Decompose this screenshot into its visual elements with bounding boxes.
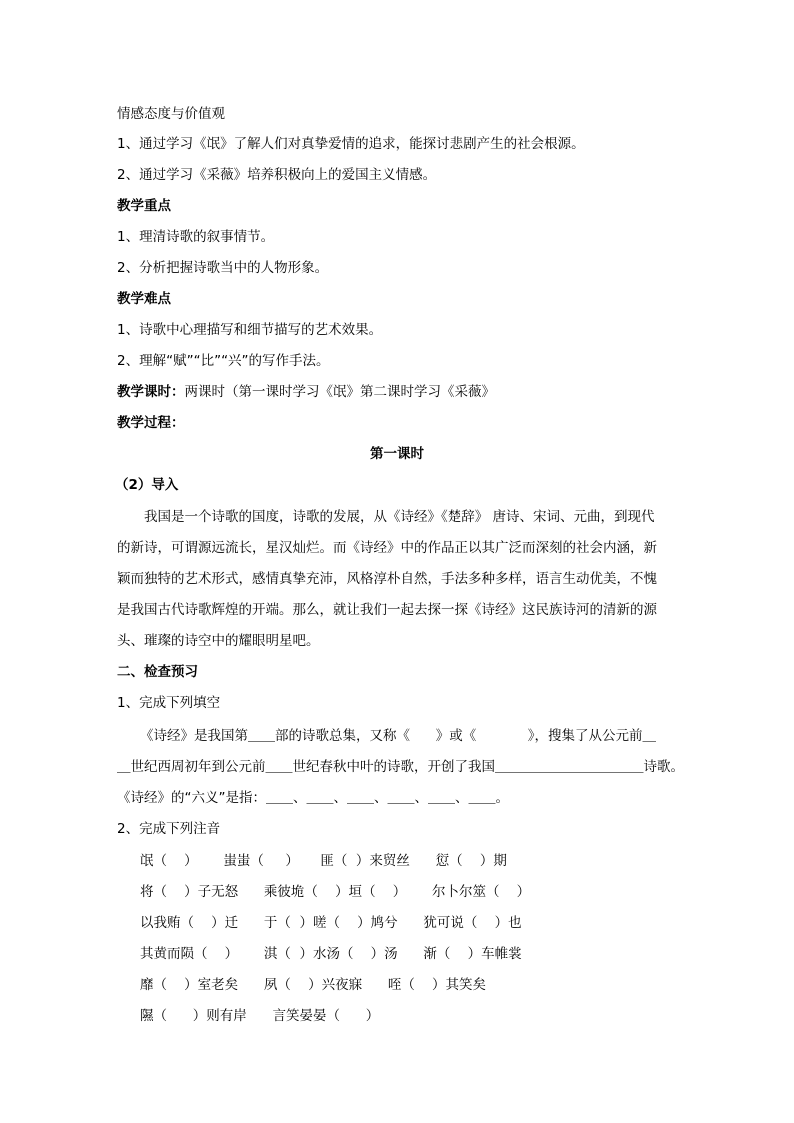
pinyin-heading: 2、完成下列注音 [117,821,221,837]
difficulty-item-1: 1、诗歌中心理描写和细节描写的艺术效果。 [117,322,383,338]
intro-line-1: 我国是一个诗歌的国度，诗歌的发展，从《诗经》《楚辞》 唐诗、宋词、元曲，到现代 [144,509,655,525]
pinyin-row: 将（ ）子无怒 乘彼垝（ ）垣（ ） 尔卜尔筮（ ） [140,884,531,900]
fill-line-3: 《诗经》的“六义”是指：＿＿、＿＿、＿＿、＿＿、＿＿、＿＿。 [117,790,509,806]
fill-line-2: ＿世纪西周初年到公元前＿＿世纪春秋中叶的诗歌，开创了我国＿＿＿＿＿＿＿＿＿＿＿诗歌。 [117,759,684,775]
intro-line-2: 的新诗，可谓源远流长，星汉灿烂。而《诗经》中的作品正以其广泛而深刻的社会内涵，新 [117,540,657,556]
check-heading: 二、检查预习 [117,664,198,680]
pinyin-row: 其黄而陨（ ） 淇（ ）水汤（ ）汤 渐（ ）车帷裳 [140,946,522,962]
intro-line-4: 是我国古代诗歌辉煌的开端。那么，就让我们一起去探一探《诗经》这民族诗河的清新的源 [117,602,657,618]
fill-heading: 1、完成下列填空 [117,695,221,711]
emotion-item-1: 1、通过学习《氓》了解人们对真挚爱情的追求，能探讨悲剧产生的社会根源。 [117,136,585,152]
difficulty-heading: 教学难点 [117,291,171,307]
emotion-item-2: 2、通过学习《采薇》培养积极向上的爱国主义情感。 [117,167,437,183]
intro-line-3: 颖而独特的艺术形式，感情真挚充沛，风格淳朴自然，手法多种多样，语言生动优美，不愧 [117,571,657,587]
emotion-heading: 情感态度与价值观 [117,106,225,122]
fill-line-1: 《诗经》是我国第＿＿部的诗歌总集，又称《 》或《 》，搜集了从公元前＿ [140,728,656,744]
intro-line-5: 头、璀璨的诗空中的耀眼明星吧。 [117,633,320,649]
hours-label: 教学课时： [117,384,185,400]
lesson-title: 第一课时 [370,446,424,462]
pinyin-row: 靡（ ）室老矣 夙（ ）兴夜寐 咥（ ）其笑矣 [140,977,486,993]
focus-item-1: 1、理清诗歌的叙事情节。 [117,229,275,245]
focus-item-2: 2、分析把握诗歌当中的人物形象。 [117,260,329,276]
hours-text: 两课时（第一课时学习《氓》第二课时学习《采薇》 [184,384,495,400]
process-heading: 教学过程： [117,415,185,431]
pinyin-row: 隰（ ）则有岸 言笑晏晏（ ） [140,1008,380,1024]
difficulty-item-2: 2、理解“赋”“比”“兴”的写作手法。 [117,353,330,369]
pinyin-row: 氓（ ） 蚩蚩（ ） 匪（ ）来贸丝 愆（ ）期 [140,853,507,869]
focus-heading: 教学重点 [117,198,171,214]
intro-heading: （2）导入 [115,477,179,493]
pinyin-row: 以我贿（ ）迁 于（ ）嗟（ ）鸠兮 犹可说（ ）也 [140,915,522,931]
hours-line [117,382,495,402]
